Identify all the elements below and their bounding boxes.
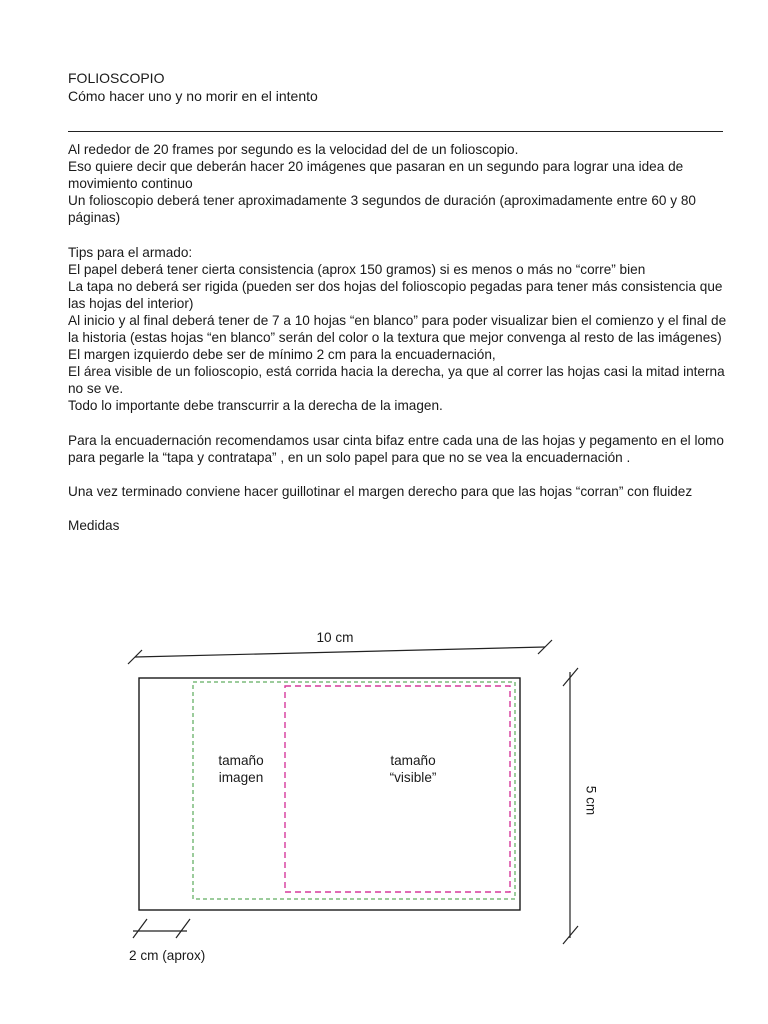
paragraph: Al inicio y al final deberá tener de 7 a 10 hojas “en blanco” para poder visualizar bien el comienzo y el final de la historia (estas hojas “en blanco” serán del color o la textura que mejor convenga al resto de las imágenes) [68,312,727,346]
image-area-label-line: imagen [218,770,264,785]
paragraph: El papel deberá tener cierta consistencia (aprox 150 gramos) si es menos o más no “corre” bien [68,261,646,277]
visible-area-label-line: “visible” [389,770,437,785]
paragraph: Al rededor de 20 frames por segundo es la velocidad del de un folioscopio. [68,142,519,157]
paragraph: Todo lo importante debe transcurrir a la derecha de la imagen. [68,398,443,414]
height-label: 5 cm [583,785,599,816]
paragraph: Una vez terminado conviene hacer guillotinar el margen derecho para que las hojas “corran” con fluidez [68,483,693,499]
header-divider [68,131,723,132]
image-area-label-line: tamaño [218,753,264,768]
paragraph-gap [68,415,728,432]
paragraph: Eso quiere decir que deberán hacer 20 imágenes que pasaran en un segundo para lograr una idea de movimiento continuo [68,159,684,192]
section-heading: Tips para el armado: [68,244,193,260]
document-subtitle: Cómo hacer uno y no morir en el intento [68,88,318,104]
paragraph: La tapa no deberá ser rigida (pueden ser dos hojas del folioscopio pegadas para tener más consistencia que las hojas del interior) [68,278,723,311]
width-label: 10 cm [316,630,354,645]
visible-area-outline [285,686,510,892]
document-header [68,69,318,105]
visible-area-label-line: tamaño [390,753,436,768]
document-body [68,141,728,534]
margin-dimension-line [133,919,190,938]
paragraph-gap [68,500,728,517]
height-dimension-line [563,668,578,944]
section-heading: Medidas [68,518,120,534]
visible-area-label [372,752,454,786]
paragraph: Un folioscopio deberá tener aproximadamente 3 segundos de duración (aproximadamente entre 60 y 80 páginas) [68,193,696,226]
paragraph-gap [68,226,728,243]
document-title: FOLIOSCOPIO [68,70,165,86]
page-outline [139,678,520,910]
paragraph: El margen izquierdo debe ser de mínimo 2 cm para la encuadernación, [68,347,496,363]
image-area-label [200,752,282,786]
paragraph-gap [68,466,728,483]
margin-label: 2 cm (aprox) [129,948,206,963]
paragraph: Para la encuadernación recomendamos usar cinta bifaz entre cada una de las hojas y pegamento en el lomo para pegarle la “tapa y contratapa” , en un solo papel para que no se vea la encuadernación . [68,432,724,465]
paragraph: El área visible de un folioscopio, está corrida hacia la derecha, ya que al correr las hojas casi la mitad interna no se ve. [68,364,725,397]
image-area-outline [193,682,515,899]
